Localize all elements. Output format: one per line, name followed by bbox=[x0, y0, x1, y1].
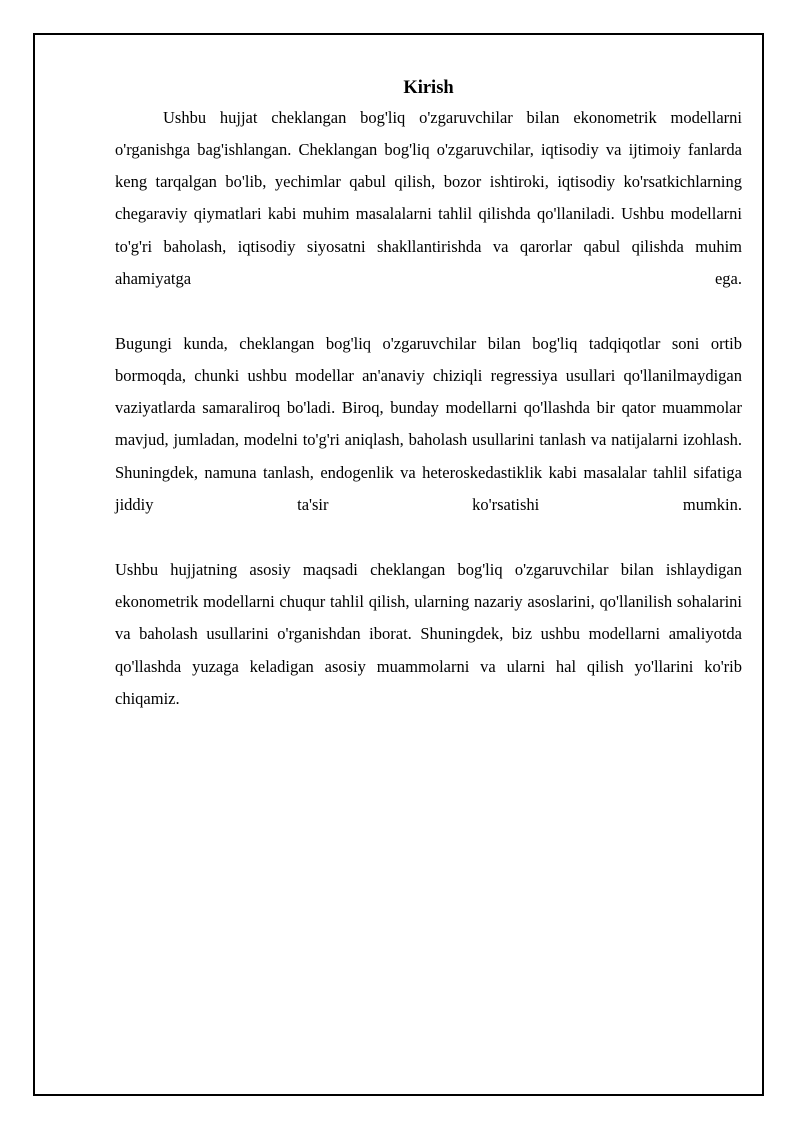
document-body bbox=[115, 74, 742, 715]
paragraph-intro: Ushbu hujjat cheklangan bog'liq o'zgaruvchilar bilan ekonometrik modellarni o'rganishga bag'ishlangan. Cheklangan bog'liq o'zgaruvchilar, iqtisodiy va ijtimoiy fanlarda keng tarqalgan bo'lib, yechimlar qabul qilish, bozor ishtiroki, iqtisodiy ko'rsatkichlarning chegaraviy qiymatlari kabi muhim masalalarni tahlil qilishda qo'llaniladi. Ushbu modellarni to'g'ri baholash, iqtisodiy siyosatni shakllantirishda va qarorlar qabul qilishda muhim ahamiyatga ega. bbox=[115, 107, 742, 288]
paragraph-spacer bbox=[115, 521, 742, 553]
paragraph-spacer bbox=[115, 295, 742, 327]
document-title: Kirish bbox=[403, 78, 454, 98]
paragraph-current-research: Bugungi kunda, cheklangan bog'liq o'zgaruvchilar bilan bog'liq tadqiqotlar soni ortib bormoqda, chunki ushbu modellar an'anaviy chiziqli regressiya usullari qo'llanilmaydigan vaziyatlarda samaraliroq bo'ladi. Biroq, bunday modellarni qo'llashda bir qator muammolar mavjud, jumladan, modelni to'g'ri aniqlash, baholash usullarini tanlash va natijalarni izohlash. Shuningdek, namuna tanlash, endogenlik va heteroskedastiklik kabi masalalar tahlil sifatiga jiddiy ta'sir ko'rsatishi mumkin. bbox=[115, 333, 742, 515]
paragraph-purpose: Ushbu hujjatning asosiy maqsadi cheklangan bog'liq o'zgaruvchilar bilan ishlaydigan ekonometrik modellarni chuqur tahlil qilish, ularning nazariy asoslarini, qo'llanilish sohalarini va baholash usullarini o'rganishdan iborat. Shuningdek, biz ushbu modellarni amaliyotda qo'llashda yuzaga keladigan asosiy muammolarni va ularni hal qilish yo'llarini ko'rib chiqamiz. bbox=[115, 559, 742, 708]
